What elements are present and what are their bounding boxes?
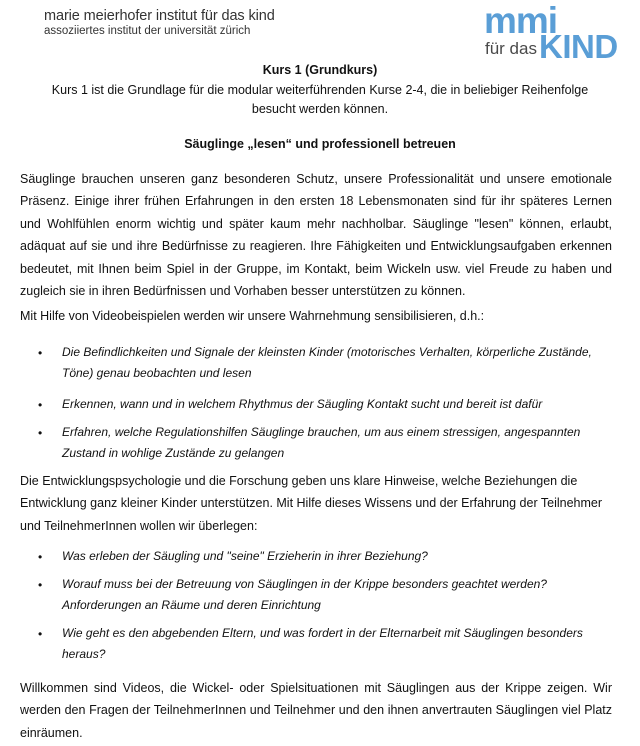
institute-affiliation: assoziiertes institut der universität zürich: [44, 25, 251, 37]
paragraph-4: Willkommen sind Videos, die Wickel- oder Spielsituationen mit Säuglingen aus der Krippe zeigen. Wir werden den Fragen der TeilnehmerInnen und Teilnehmer und den ihnen anvertrauten Säuglingen viel Platz einräumen.: [20, 681, 612, 740]
bullet-marker: •: [38, 426, 43, 440]
logo-kind-text: KIND: [539, 28, 618, 65]
bullet-marker: •: [38, 398, 43, 412]
page-header: [0, 0, 640, 65]
list-item: Die Befindlichkeiten und Signale der kleinsten Kinder (motorisches Verhalten, körperliche Zustände, Töne) genau beobachten und lesen: [62, 345, 592, 380]
paragraph-2: Mit Hilfe von Videobeispielen werden wir unsere Wahrnehmung sensibilisieren, d.h.:: [20, 309, 485, 323]
list-item: Erfahren, welche Regulationshilfen Säuglinge brauchen, um aus einem stressigen, angespannten Zustand in wohlige Zustände zu gelangen: [62, 425, 581, 460]
bullet-marker: •: [38, 346, 43, 360]
bullet-marker: •: [38, 550, 43, 564]
course-title: Kurs 1 (Grundkurs): [262, 63, 378, 77]
list-item: Worauf muss bei der Betreuung von Säuglingen in der Krippe besonders geachtet werden? Anforderungen an Räume und deren Einrichtung: [62, 577, 547, 612]
list-item: Was erleben der Säugling und "seine" Erzieherin in ihrer Beziehung?: [62, 549, 428, 563]
logo-mmi-text: mmi: [484, 0, 558, 41]
course-intro: Kurs 1 ist die Grundlage für die modular weiterführenden Kurse 2-4, die in beliebiger Reihenfolge besucht werden können.: [51, 83, 589, 116]
paragraph-3: Die Entwicklungspsychologie und die Forschung geben uns klare Hinweise, welche Beziehungen die Entwicklung ganz kleiner Kinder unterstützen. Mit Hilfe dieses Wissens und der Erfahrung der Teilnehmer und TeilnehmerInnen wollen wir überlegen:: [20, 474, 603, 533]
list-item: Erkennen, wann und in welchem Rhythmus der Säugling Kontakt sucht und bereit ist dafür: [62, 397, 543, 411]
list-item: Wie geht es den abgebenden Eltern, und was fordert in der Elternarbeit mit Säuglingen besonders heraus?: [62, 626, 583, 661]
bullet-marker: •: [38, 578, 43, 592]
section-subtitle: Säuglinge „lesen“ und professionell betreuen: [184, 137, 456, 151]
mmi-logo: [482, 0, 627, 65]
bullet-marker: •: [38, 627, 43, 641]
paragraph-1: Säuglinge brauchen unseren ganz besonderen Schutz, unsere Professionalität und unsere emotionale Präsenz. Einige ihrer frühen Erfahrungen in den ersten 18 Lebensmonaten sind für ihr späteres Lernen und Wohlfühlen enorm wichtig und später kaum mehr nachholbar. Säuglinge "lesen" können, erlaubt, adäquat auf sie und ihre Bedürfnisse zu reagieren. Ihre Fähigkeiten und Entwicklungsaufgaben erkennen bedeutet, mit Ihnen beim Spiel in der Gruppe, im Kontakt, beim Wickeln usw. viel Freude zu haben und zugleich sie in ihren Bedürfnissen und Vorhaben besser unterstützen zu können.: [20, 172, 612, 299]
institute-name: marie meierhofer institut für das kind: [44, 8, 275, 24]
logo-fuer-das-text: für das: [485, 39, 537, 58]
